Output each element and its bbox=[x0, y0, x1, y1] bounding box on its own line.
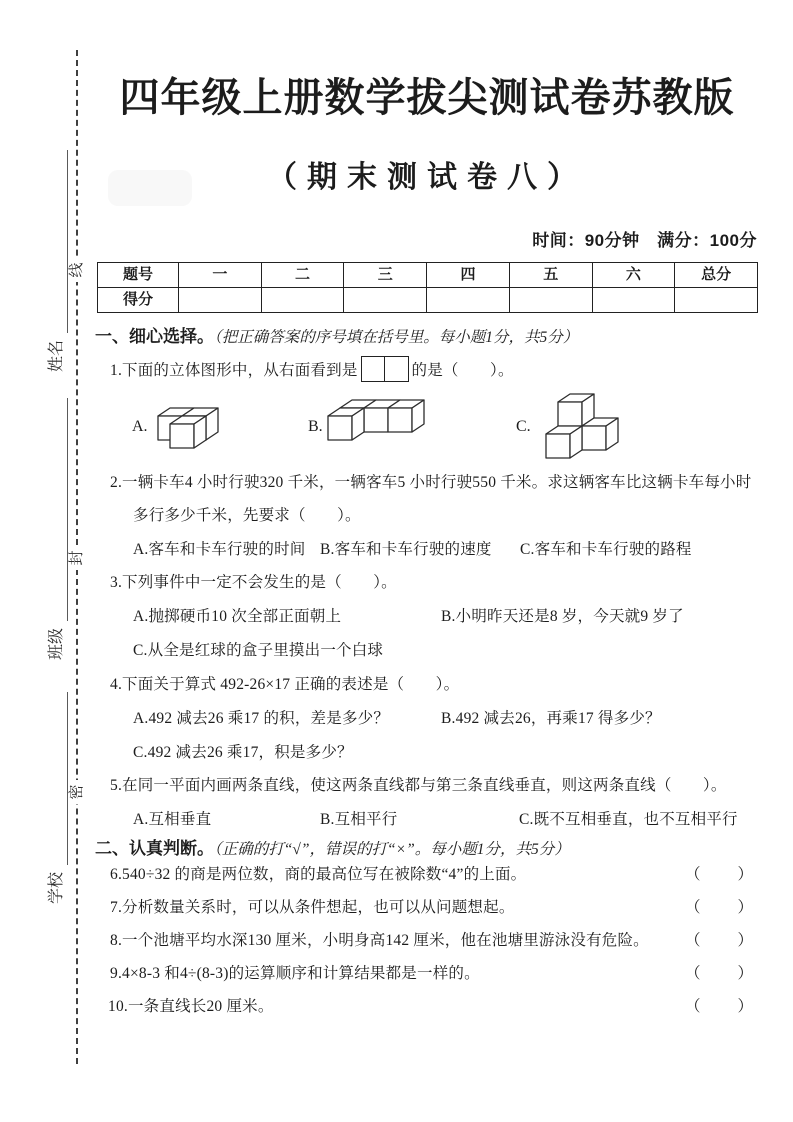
view-shape-box bbox=[361, 356, 409, 382]
judge-item-10-answer-paren: （ ） bbox=[684, 998, 755, 1015]
cube-figure-c bbox=[536, 390, 624, 464]
seal-char-xian: 线 bbox=[65, 258, 89, 282]
question-4-option-b: B.492 减去26，再乘17 得多少？ bbox=[441, 710, 661, 727]
section-2-heading bbox=[95, 834, 570, 859]
figure-a-label: A. bbox=[132, 418, 148, 435]
score-empty-cell bbox=[509, 287, 592, 312]
question-3-option-c: C.从全是红球的盒子里摸出一个白球 bbox=[133, 642, 384, 659]
question-2-option-c: C.客车和卡车行驶的路程 bbox=[520, 541, 692, 558]
class-field bbox=[44, 398, 68, 660]
score-row-label: 得分 bbox=[98, 287, 178, 312]
judge-item-6-text: 6.540÷32 的商是两位数，商的最高位写在被除数“4”的上面。 bbox=[110, 866, 527, 883]
view-shape-divider bbox=[362, 357, 385, 381]
judge-item-8 bbox=[97, 928, 757, 950]
seal-char-feng: 封 bbox=[65, 546, 89, 570]
judge-item-6-answer-paren: （ ） bbox=[684, 866, 755, 883]
judge-item-9-answer-paren: （ ） bbox=[684, 965, 755, 982]
judge-item-10 bbox=[97, 994, 757, 1016]
question-2-line2: 多行多少千米，先要求（ ）。 bbox=[133, 507, 361, 524]
question-5-option-b: B.互相平行 bbox=[320, 811, 398, 828]
score-empty-cell bbox=[343, 287, 426, 312]
score-header-cell: 四 bbox=[426, 263, 509, 287]
score-header-cell: 三 bbox=[343, 263, 426, 287]
judge-item-7-answer-paren: （ ） bbox=[684, 899, 755, 916]
school-label: 学校 bbox=[48, 871, 65, 904]
question-3-text: 3.下列事件中一定不会发生的是（ ）。 bbox=[110, 574, 397, 591]
question-2-line1: 2.一辆卡车4 小时行驶320 千米，一辆客车5 小时行驶550 千米。求这辆客车比这辆卡车每小时 bbox=[110, 474, 752, 491]
score-header-cell: 六 bbox=[592, 263, 675, 287]
judge-item-6 bbox=[97, 862, 757, 884]
score-empty-cell bbox=[674, 287, 757, 312]
section-1-note: （把正确答案的序号填在括号里。每小题1分，共5分） bbox=[214, 329, 579, 346]
question-4-option-a: A.492 减去26 乘17 的积，差是多少？ bbox=[133, 710, 390, 727]
question-1 bbox=[110, 356, 514, 382]
section-1-heading bbox=[95, 322, 578, 347]
score-header-cell: 二 bbox=[261, 263, 344, 287]
seal-char-mi: 密 bbox=[65, 780, 89, 804]
score-header-cell: 题号 bbox=[122, 266, 153, 283]
score-empty-cell bbox=[178, 287, 261, 312]
score-empty-cell bbox=[592, 287, 675, 312]
score-header-cell: 总分 bbox=[674, 263, 757, 287]
page-subtitle: （期末测试卷八） bbox=[267, 161, 587, 194]
school-blank-line bbox=[43, 692, 68, 865]
question-5-option-a: A.互相垂直 bbox=[133, 811, 212, 828]
name-field bbox=[44, 150, 68, 372]
question-1-text-before: 1.下面的立体图形中，从右面看到是 bbox=[110, 362, 358, 379]
score-header-cell: 一 bbox=[178, 263, 261, 287]
exam-meta: 时间：90分钟 满分：100分 bbox=[532, 231, 757, 250]
cube-figure-b bbox=[326, 398, 428, 450]
score-header-cell: 五 bbox=[509, 263, 592, 287]
judge-item-10-text: 10.一条直线长20 厘米。 bbox=[108, 998, 274, 1015]
question-3-option-b: B.小明昨天还是8 岁，今天就9 岁了 bbox=[441, 608, 684, 625]
figure-c-label: C. bbox=[516, 418, 531, 435]
question-3-option-a: A.抛掷硬币10 次全部正面朝上 bbox=[133, 608, 342, 625]
school-field bbox=[44, 692, 68, 904]
page-title: 四年级上册数学拔尖测试卷苏教版 bbox=[119, 76, 735, 120]
class-label: 班级 bbox=[48, 627, 65, 660]
question-4-option-c: C.492 减去26 乘17，积是多少？ bbox=[133, 744, 353, 761]
score-empty-cell bbox=[426, 287, 509, 312]
section-1-title: 一、细心选择。 bbox=[95, 327, 214, 346]
class-blank-line bbox=[43, 398, 68, 621]
name-label: 姓名 bbox=[48, 339, 65, 372]
figure-b-label: B. bbox=[308, 418, 323, 435]
judge-item-8-answer-paren: （ ） bbox=[684, 932, 755, 949]
judge-item-8-text: 8.一个池塘平均水深130 厘米，小明身高142 厘米，他在池塘里游泳没有危险。 bbox=[110, 932, 649, 949]
question-5-text: 5.在同一平面内画两条直线，使这两条直线都与第三条直线垂直，则这两条直线（ ）。 bbox=[110, 777, 727, 794]
section-2-title: 二、认真判断。 bbox=[95, 839, 214, 858]
judge-item-7 bbox=[97, 895, 757, 917]
score-empty-cell bbox=[261, 287, 344, 312]
question-4-text: 4.下面关于算式 492-26×17 正确的表述是（ ）。 bbox=[110, 676, 460, 693]
score-table bbox=[97, 262, 758, 313]
section-2-note: （正确的打“√”，错误的打“×”。每小题1分，共5分） bbox=[214, 841, 570, 858]
judge-item-7-text: 7.分析数量关系时，可以从条件想起，也可以从问题想起。 bbox=[110, 899, 515, 916]
judge-item-9-text: 9.4×8-3 和4÷(8-3)的运算顺序和计算结果都是一样的。 bbox=[110, 965, 480, 982]
question-5-option-c: C.既不互相垂直，也不互相平行 bbox=[519, 811, 738, 828]
question-2-option-a: A.客车和卡车行驶的时间 bbox=[133, 541, 306, 558]
name-blank-line bbox=[43, 150, 68, 333]
cube-figure-a bbox=[152, 394, 237, 458]
judge-item-9 bbox=[97, 961, 757, 983]
question-2-option-b: B.客车和卡车行驶的速度 bbox=[320, 541, 492, 558]
question-1-text-after: 的是（ ）。 bbox=[411, 362, 514, 379]
